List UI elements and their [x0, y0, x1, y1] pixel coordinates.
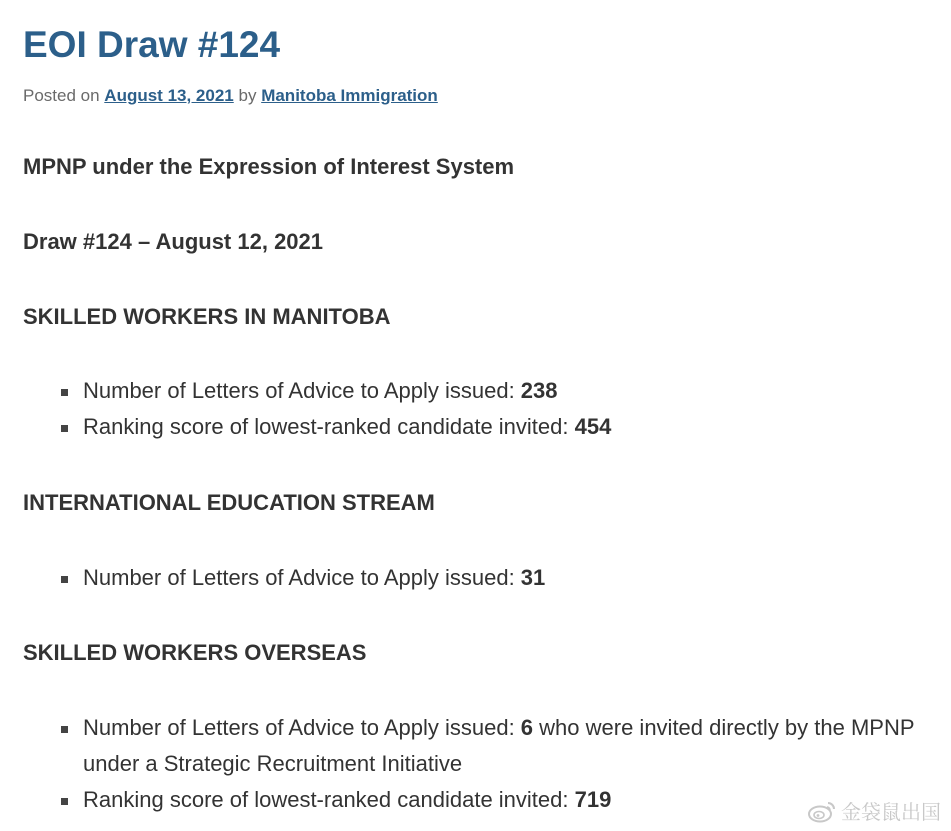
ranking-score: 719	[574, 787, 612, 812]
draw-heading: Draw #124 – August 12, 2021	[23, 229, 324, 254]
section-heading-skilled-workers-manitoba: SKILLED WORKERS IN MANITOBA	[23, 304, 391, 329]
ranking-score: 454	[574, 414, 612, 439]
section-list-international-education	[23, 560, 928, 596]
posted-on-label: Posted on	[23, 86, 100, 105]
bullet-icon	[61, 726, 68, 733]
loa-count: 31	[520, 565, 546, 590]
list-item: Ranking score of lowest-ranked candidate invited: 719	[23, 782, 928, 818]
section-list-skilled-workers-manitoba	[23, 373, 928, 445]
list-item: Number of Letters of Advice to Apply issued: 238	[23, 373, 928, 409]
weibo-icon	[807, 799, 837, 823]
by-label: by	[238, 86, 257, 105]
loa-count: 6	[520, 715, 534, 740]
intro-heading: MPNP under the Expression of Interest System	[23, 154, 515, 179]
watermark-text: 金袋鼠出国	[841, 802, 941, 824]
section-heading-skilled-workers-overseas: SKILLED WORKERS OVERSEAS	[23, 640, 367, 665]
list-item: Ranking score of lowest-ranked candidate invited: 454	[23, 409, 928, 445]
list-item: Number of Letters of Advice to Apply issued: 6 who were invited directly by the MPNP under a Strategic Recruitment Initiative	[23, 710, 928, 782]
section-heading-international-education: INTERNATIONAL EDUCATION STREAM	[23, 490, 435, 515]
section-list-skilled-workers-overseas	[23, 710, 928, 818]
loa-count: 238	[520, 378, 558, 403]
post-title: EOI Draw #124	[23, 24, 281, 65]
author-link[interactable]: Manitoba Immigration	[261, 86, 438, 105]
watermark	[807, 796, 941, 825]
bullet-icon	[61, 576, 68, 583]
post-date-link[interactable]: August 13, 2021	[104, 86, 234, 105]
bullet-icon	[61, 389, 68, 396]
bullet-icon	[61, 425, 68, 432]
post-meta	[23, 85, 438, 107]
bullet-icon	[61, 798, 68, 805]
list-item: Number of Letters of Advice to Apply issued: 31	[23, 560, 928, 596]
